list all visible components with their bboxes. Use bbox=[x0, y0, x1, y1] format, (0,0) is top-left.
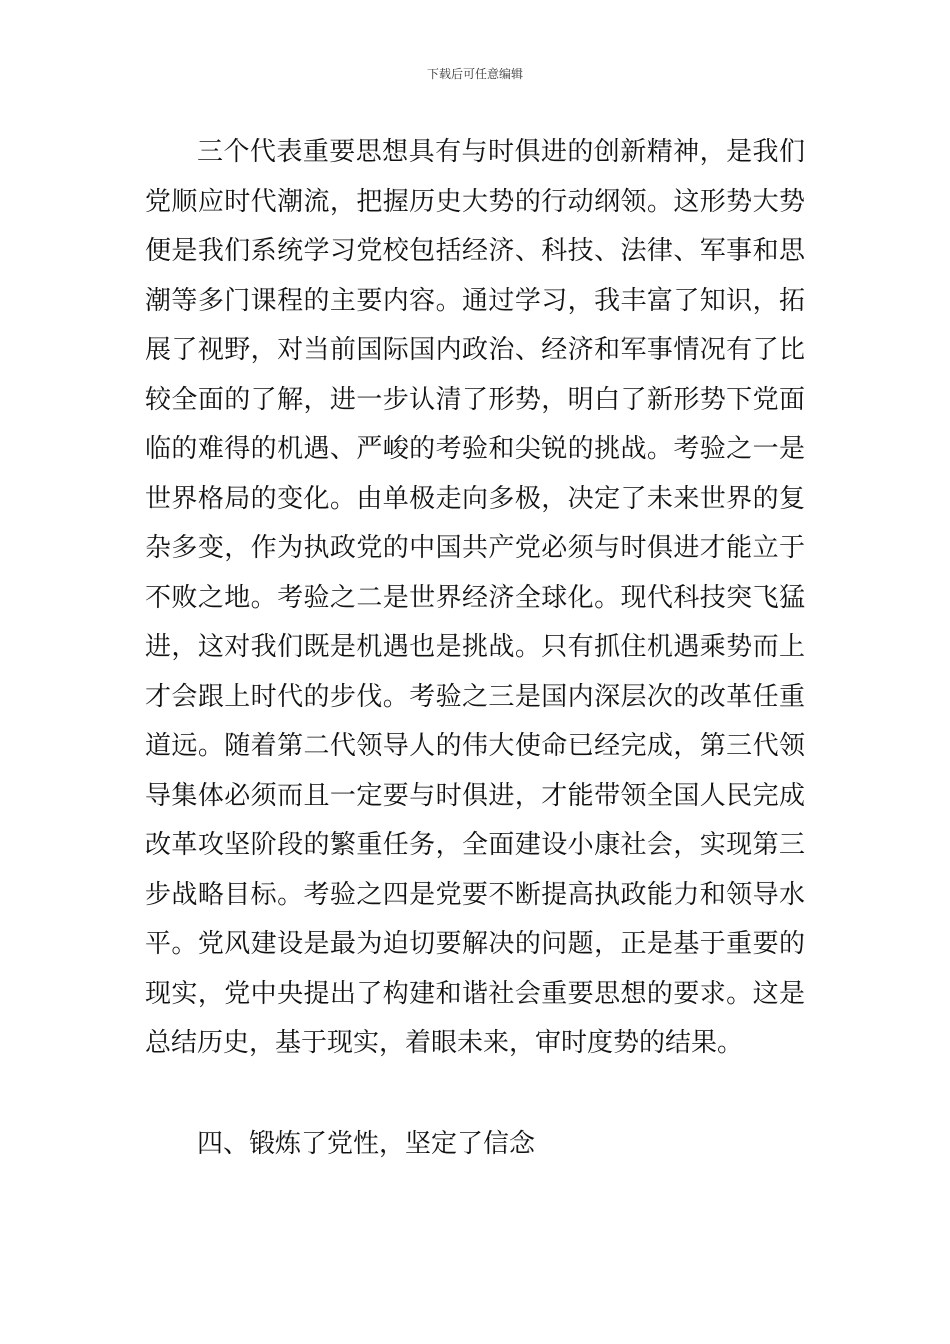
paragraph-line: 临的难得的机遇、严峻的考验和尖锐的挑战。考验之一是 bbox=[145, 434, 805, 464]
paragraph-line: 步战略目标。考验之四是党要不断提高执政能力和领导水 bbox=[145, 879, 805, 910]
paragraph-line: 党顺应时代潮流，把握历史大势的行动纲领。这形势大势 bbox=[145, 186, 805, 217]
paragraph-line: 三个代表重要思想具有与时俱进的创新精神，是我们 bbox=[197, 137, 805, 167]
paragraph-line: 便是我们系统学习党校包括经济、科技、法律、军事和思 bbox=[145, 236, 805, 266]
paragraph-line: 改革攻坚阶段的繁重任务，全面建设小康社会，实现第三 bbox=[145, 830, 805, 860]
section-heading: 四、锻炼了党性，坚定了信念 bbox=[197, 1129, 536, 1159]
paragraph-line: 世界格局的变化。由单极走向多极，决定了未来世界的复 bbox=[145, 483, 805, 514]
paragraph-line: 平。党风建设是最为迫切要解决的问题，正是基于重要的 bbox=[145, 929, 805, 959]
paragraph-line: 导集体必须而且一定要与时俱进，才能带领全国人民完成 bbox=[145, 780, 805, 811]
paragraph-line: 总结历史，基于现实，着眼未来，审时度势的结果。 bbox=[145, 1028, 744, 1058]
paragraph-line: 展了视野，对当前国际国内政治、经济和军事情况有了比 bbox=[145, 335, 805, 365]
paragraph-line: 不败之地。考验之二是世界经济全球化。现代科技突飞猛 bbox=[145, 582, 805, 613]
paragraph-line: 潮等多门课程的主要内容。通过学习，我丰富了知识，拓 bbox=[145, 285, 805, 316]
paragraph-line: 较全面的了解，进一步认清了形势，明白了新形势下党面 bbox=[145, 384, 805, 415]
paragraph-line: 道远。随着第二代领导人的伟大使命已经完成，第三代领 bbox=[145, 731, 805, 761]
page-header-note: 下载后可任意编辑 bbox=[426, 67, 523, 81]
paragraph-line: 才会跟上时代的步伐。考验之三是国内深层次的改革任重 bbox=[145, 681, 805, 712]
paragraph-line: 现实，党中央提出了构建和谐社会重要思想的要求。这是 bbox=[145, 978, 805, 1009]
body-paragraph bbox=[145, 128, 805, 1069]
paragraph-line: 进，这对我们既是机遇也是挑战。只有抓住机遇乘势而上 bbox=[145, 632, 805, 662]
paragraph-line: 杂多变，作为执政党的中国共产党必须与时俱进才能立于 bbox=[145, 533, 805, 563]
